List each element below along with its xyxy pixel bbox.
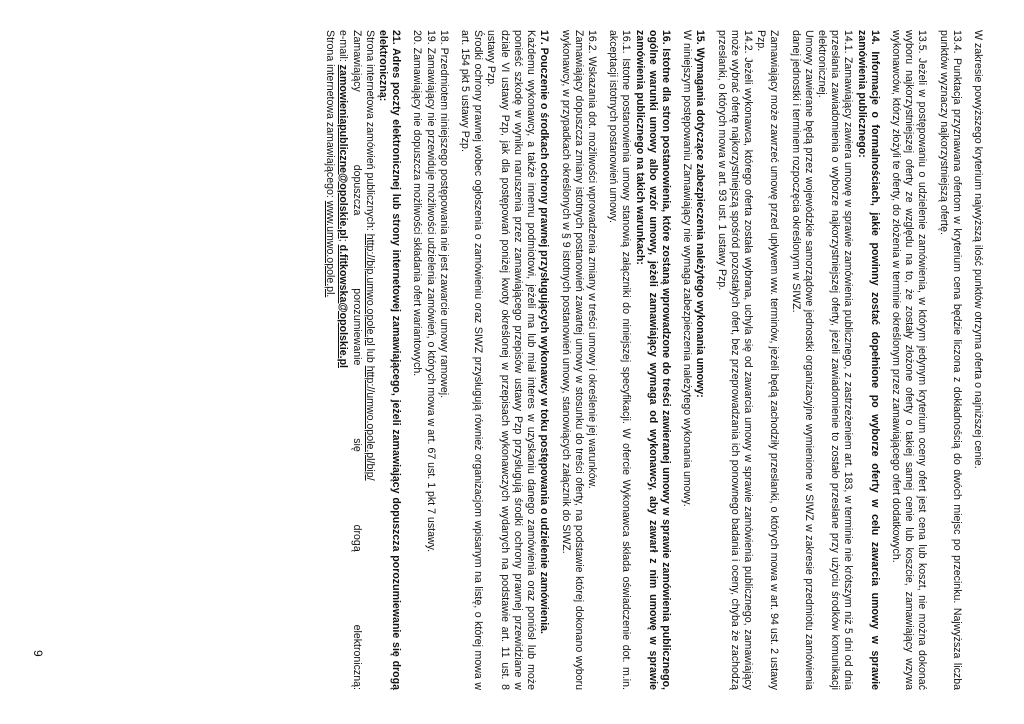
word-5: elektroniczną: bbox=[350, 624, 363, 690]
footer-line-website bbox=[323, 30, 336, 690]
paragraph-14-1: 14.1. Zamawiający zawiera umowę w sprawie zamówienia publicznego, z zastrzeżeniem art. 183, w terminie nie krótszym niż 5 dni od dnia przesłania zawiadomienia o wyborze najkorzystniejszej oferty, jeżeli zawiadomienie to zostało przesłane przy użyciu środków komunikacji elektronicznej. bbox=[815, 30, 855, 690]
email-label: e-mail: bbox=[337, 30, 350, 62]
paragraph-14-2: 14.2. Jeżeli wykonawca, którego oferta została wybrana, uchyla się od zawarcia umowy w sprawie zamówienia publicznego, zamawiający może wybrać ofertę najkorzystniejszą spośród pozostałych ofert, bez przeprowadzania ich ponownego badania i oceny, chyba że zachodzą przesłanki, o których mowa w art. 93 ust. 1 ustawy Pzp. bbox=[715, 30, 754, 690]
bip-link[interactable]: http://bip.umwo.opole.pl bbox=[363, 233, 376, 346]
paragraph-criterion-note: W zakresie powyższego kryterium najwyższą ilość punktów otrzyma oferta o najniższej cenie. bbox=[972, 30, 984, 469]
paragraph-contract-changes: Zamawiający dopuszcza zmiany istotnych postanowień zawartej umowy w stosunku do treści oferty, na podstawie której dokonano wyboru wykonawcy, w przypadkach określonych w § 9 istotnych postanowień umowy, stanowiących załącznik do SIWZ. bbox=[559, 30, 585, 690]
paragraph-19: 19. Zamawiający nie przewiduje możliwości udzielenia zamówień, o których mowa w art. 67 ust. 1 pkt 7 ustawy. bbox=[424, 30, 437, 553]
paragraph-18: 18. Przedmiotem niniejszego postępowania nie jest zawarcie umowy ramowej. bbox=[437, 30, 450, 399]
paragraph-13-5: 13.5. Jeżeli w postępowaniu o udzielenie zamówienia, w którym jedynym kryterium oceny ofert jest cena lub koszt, nie można dokonać wyboru najkorzystniejszej oferty ze względu na to, że zostały złożone oferty o takiej samej cenie lub koszcie, zamawiający wzywa wykonawców, którzy złożyli te oferty, do złożenia w terminie określonym przez zamawiającego ofert dodatkowych. bbox=[889, 30, 929, 690]
word-2: porozumiewanie bbox=[350, 288, 363, 366]
paragraph-early-contract: Zamawiający może zawrzeć umowę przed upływem ww. terminów, jeżeli będą zachodziły przesłanki, o których mowa w art. 94 ust. 2 ustawy Pzp. bbox=[755, 30, 781, 690]
website-label: Strona internetowa zamawiającego: bbox=[324, 30, 337, 198]
heading-section-16: 16. Istotne dla stron postanowienia, które zostaną wprowadzone do treści zawieranej umowy w sprawie zamówienia publicznego, ogólne warunki umowy albo wzór umowy, jeżeli zamawiający wymaga od wykonawcy, aby zawarł z nim umowę w sprawie zamówienia publicznego na takich warunkach: bbox=[633, 30, 672, 690]
heading-section-21: 21. Adres poczty elektronicznej lub strony internetowej zamawiającego, jeżeli zamawiający dopuszcza porozumiewanie się drogą elektroniczną: bbox=[377, 30, 403, 690]
word-0: Zamawiający bbox=[350, 30, 363, 92]
email-separator: ; bbox=[337, 238, 350, 242]
paragraph-17: Każdemu wykonawcy, a także innemu podmiotowi, jeżeli ma lub miał interes w uzyskaniu danego zamówienia oraz poniósł lub może ponieść szkodę w wyniku naruszenia przez zamawiającego przepisów ustawy Pzp przysługują środki ochrony prawnej przewidziane w dziale VI ustawy Pzp, jak dla postępowań poniżej kwoty określonej w przepisach wykonawczych wydanych na podstawie art. 11 ust. 8 ustawy Pzp. bbox=[485, 30, 538, 690]
email-link-2[interactable]: d.fitkowska@opolskie.pl bbox=[337, 244, 350, 368]
paragraph-20: 20. Zamawiający nie dopuszcza możliwości składania ofert wariantowych. bbox=[411, 30, 424, 377]
paragraph-15: W niniejszym postępowaniu Zamawiający nie wymaga zabezpieczenia należytego wykonania umowy. bbox=[681, 30, 694, 507]
footer-line-bip bbox=[363, 30, 376, 690]
paragraph-17-organizations: Środki ochrony prawnej wobec ogłoszenia o zamówieniu oraz SIWZ przysługują również organizacjom wpisanym na listę, o której mowa w art. 154 pkt 5 ustawy Pzp. bbox=[459, 30, 485, 690]
paragraph-13-4: 13.4. Punktacja przyznawana ofertom w kryterium cena będzie liczona z dokładnością do dwóch miejsc po przecinku. Najwyższa liczba punktów wyznaczy najkorzystniejszą ofertę. bbox=[937, 30, 963, 690]
footer-line-electronic bbox=[349, 30, 362, 690]
website-link[interactable]: www.umwo.opole.pl. bbox=[324, 200, 337, 298]
page-number: 9 bbox=[31, 650, 45, 657]
word-1: dopuszcza bbox=[350, 164, 363, 216]
bip-link-2[interactable]: http://umwo.opole.pl/bip/ bbox=[363, 365, 376, 481]
heading-section-17: 17. Pouczenie o środkach ochrony prawnej przysługujących wykonawcy w toku postępowania o udzielenie zamówienia. bbox=[538, 30, 551, 634]
footer-line-email bbox=[336, 30, 349, 690]
paragraph-16-1: 16.1. Istotne postanowienia umowy stanowią załączniki do niniejszej specyfikacji. W ofercie Wykonawca składa oświadczenie dot. m.in. akceptacji istotnych postanowień umowy. bbox=[607, 30, 633, 690]
bip-or: lub bbox=[363, 348, 376, 363]
word-4: drogą bbox=[350, 524, 363, 552]
heading-section-14: 14. Informacje o formalnościach, jakie powinny zostać dopełnione po wyborze oferty w celu zawarcia umowy w sprawie zamówienia publicznego: bbox=[855, 30, 881, 690]
bip-label: Strona internetowa zamówień publicznych: bbox=[363, 30, 376, 231]
email-link-1[interactable]: zamowieniapubliczne@opolskie.pl bbox=[337, 64, 350, 239]
heading-section-15: 15. Wymagania dotyczące zabezpieczenia należytego wykonania umowy: bbox=[694, 30, 707, 398]
page-body bbox=[323, 30, 984, 690]
paragraph-16-2: 16.2. Wskazania dot. możliwości wprowadzenia zmiany w treści umowy i określenie jej warunków. bbox=[585, 30, 598, 489]
word-3: się bbox=[350, 438, 363, 452]
paragraph-contracts-units: Umowy zawierane będą przez wojewódzkie samorządowe jednostki organizacyjne wymienione w SIWZ w zakresie przedmiotu zamówienia danej jednostki i terminem rozpoczęcia określonym w SIWZ. bbox=[789, 30, 815, 690]
